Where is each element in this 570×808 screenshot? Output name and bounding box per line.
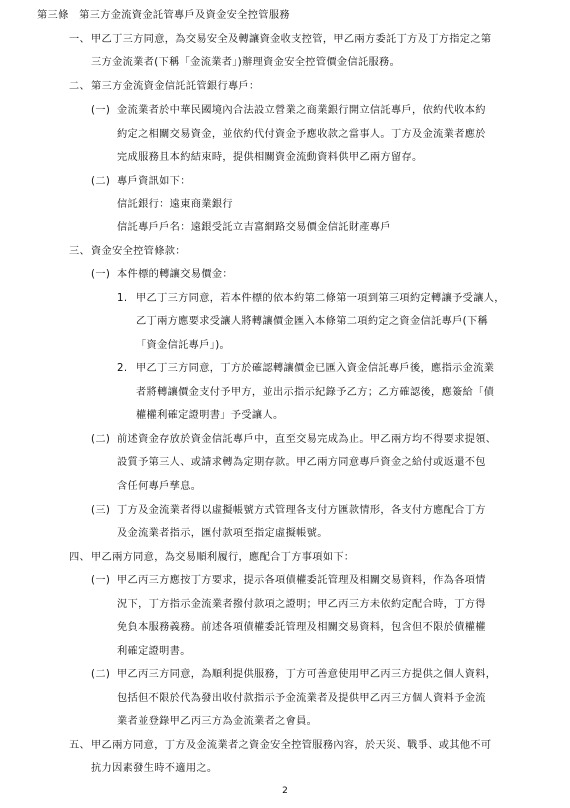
paragraph-number: (二) <box>91 176 111 187</box>
section-4-para-1-line-1: 甲乙丙三方應按丁方要求，提示各項債權委託管理及相關交易資料，作為各項情 <box>117 575 486 586</box>
item-2-line-2: 者將轉讓價金支付予甲方，並出示指示紀錄予乙方；乙方確認後，應簽給「債 <box>136 387 495 398</box>
trust-account-name: 信託專戶戶名：遠銀受託立吉富網路交易價金信託財產專戶 <box>117 222 391 233</box>
item-number: 1. <box>117 293 128 304</box>
item-1-line-3: 「資金信託專戶」)。 <box>136 340 231 351</box>
section-number: 二、 <box>69 81 91 92</box>
section-3-para-3-line-2: 及金流業者指示，匯付款項至指定虛擬帳號。 <box>117 528 328 539</box>
section-2-para-1-line-2: 約定之相關交易資金，並依約代付資金予應收款之當事人。丁方及金流業者應於 <box>117 129 486 140</box>
page-number: 2 <box>282 786 288 796</box>
section-4-para-2-line-3: 業者並登錄甲乙丙三方為金流業者之會員。 <box>117 716 318 727</box>
section-3-para-3-line-1: 丁方及金流業者得以虛擬帳號方式管理各支付方匯款情形，各支付方應配合丁方 <box>117 505 486 516</box>
section-3-title: 資金安全控管條款： <box>91 246 186 257</box>
section-2-para-1-line-3: 完成服務且本約結束時，提供相關資金流動資料供甲乙兩方留存。 <box>117 152 423 163</box>
trust-bank: 信託銀行：遠東商業銀行 <box>117 199 233 210</box>
paragraph-number: (二) <box>91 669 111 680</box>
section-5-line-1: 甲乙兩方同意，丁方及金流業者之資金安全控管服務內容，於天災、戰爭、或其他不可 <box>91 740 492 751</box>
item-1-line-1: 甲乙丁三方同意，若本件標的依本約第二條第一項到第三項約定轉讓予受讓人， <box>136 293 505 304</box>
section-4-para-1-line-2: 況下，丁方指示金流業者撥付款項之證明；甲乙丙三方未依約定配合時，丁方得 <box>117 599 486 610</box>
item-1-line-2: 乙丁兩方應要求受讓人將轉讓價金匯入本條第二項約定之資金信託專戶(下稱 <box>136 316 489 327</box>
section-1-line-1: 甲乙丁三方同意，為交易安全及轉讓資金收支控管，甲乙兩方委託丁方及丁方指定之第 <box>91 34 492 45</box>
section-3-para-2-line-1: 前述資金存放於資金信託專戶中，直至交易完成為止。甲乙兩方均不得要求提領、 <box>117 434 497 445</box>
section-number: 三、 <box>69 246 91 257</box>
section-4-para-2-line-1: 甲乙丙三方同意，為順利提供服務，丁方可善意使用甲乙丙三方提供之個人資料， <box>117 669 497 680</box>
section-3-para-2-line-2: 設質予第三人、或請求轉為定期存款。甲乙兩方同意專戶資金之給付或返還不包 <box>117 457 486 468</box>
section-1-line-2: 三方金流業者(下稱「金流業者」)辦理資金安全控管價金信託服務。 <box>91 57 401 68</box>
section-5-line-2: 抗力因素發生時不適用之。 <box>91 763 218 774</box>
item-2-line-1: 甲乙丁三方同意，丁方於確認轉讓價金已匯入資金信託專戶後，應指示金流業 <box>136 363 495 374</box>
paragraph-number: (一) <box>91 105 111 116</box>
section-2-para-2-title: 專戶資訊如下： <box>117 176 191 187</box>
section-3-para-2-line-3: 含任何專戶孳息。 <box>117 481 202 492</box>
paragraph-number: (一) <box>91 269 111 280</box>
paragraph-number: (三) <box>91 505 111 516</box>
section-number: 四、 <box>69 552 91 563</box>
section-2-title: 第三方金流資金信託託管銀行專戶： <box>91 81 260 92</box>
section-2-para-1-line-1: 金流業者於中華民國境內合法設立營業之商業銀行開立信託專戶，依約代收本約 <box>117 105 486 116</box>
section-4-para-1-line-3: 免負本服務義務。前述各項債權委託管理及相關交易資料，包含但不限於債權權 <box>117 622 486 633</box>
section-4-para-1-line-4: 利確定證明書。 <box>117 646 191 657</box>
paragraph-number: (二) <box>91 434 111 445</box>
item-number: 2. <box>117 363 128 374</box>
section-4-para-2-line-2: 包括但不限於代為發出收付款指示予金流業者及提供甲乙丙三方個人資料予金流 <box>117 693 486 704</box>
article-heading: 第三條 第三方金流資金託管專戶及資金安全控管服務 <box>37 10 290 21</box>
item-2-line-3: 權權利確定證明書」予受讓人。 <box>136 410 284 421</box>
paragraph-number: (一) <box>91 575 111 586</box>
section-4-title: 甲乙兩方同意，為交易順利履行，應配合丁方事項如下： <box>91 552 355 563</box>
section-number: 一、 <box>69 34 91 45</box>
section-number: 五、 <box>69 740 91 751</box>
section-3-para-1-title: 本件標的轉讓交易價金： <box>117 269 233 280</box>
